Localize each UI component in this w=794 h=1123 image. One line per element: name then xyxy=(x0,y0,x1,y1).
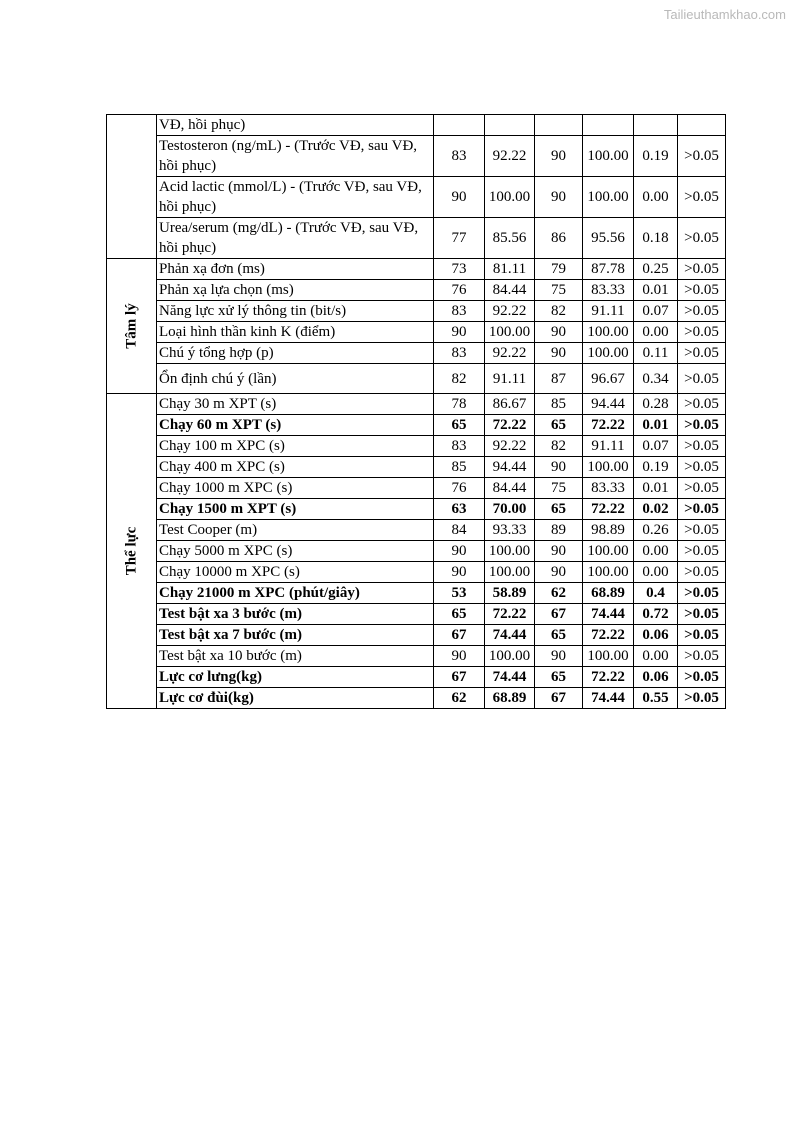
table-row xyxy=(107,478,726,499)
t-value: 0.11 xyxy=(634,343,678,364)
count-2: 79 xyxy=(535,259,583,280)
count-2: 89 xyxy=(535,520,583,541)
indicator-name: Chạy 1000 m XPC (s) xyxy=(157,478,434,499)
percent-2: 94.44 xyxy=(583,394,634,415)
indicator-name: Lực cơ lưng(kg) xyxy=(157,667,434,688)
percent-1: 84.44 xyxy=(485,478,535,499)
group-label-cell xyxy=(107,115,157,259)
percent-1: 93.33 xyxy=(485,520,535,541)
percent-2: 100.00 xyxy=(583,562,634,583)
count-1: 67 xyxy=(434,667,485,688)
percent-2: 100.00 xyxy=(583,177,634,218)
p-value: >0.05 xyxy=(678,520,726,541)
p-value: >0.05 xyxy=(678,364,726,394)
t-value: 0.01 xyxy=(634,478,678,499)
count-2: 90 xyxy=(535,646,583,667)
count-2: 85 xyxy=(535,394,583,415)
count-2: 90 xyxy=(535,541,583,562)
percent-2: 100.00 xyxy=(583,646,634,667)
count-2: 67 xyxy=(535,604,583,625)
table-row xyxy=(107,520,726,541)
percent-1: 100.00 xyxy=(485,322,535,343)
table-row xyxy=(107,343,726,364)
percent-2: 100.00 xyxy=(583,457,634,478)
percent-2 xyxy=(583,115,634,136)
results-table xyxy=(106,114,726,709)
t-value: 0.07 xyxy=(634,301,678,322)
indicator-name: Chú ý tổng hợp (p) xyxy=(157,343,434,364)
count-1: 82 xyxy=(434,364,485,394)
percent-2: 87.78 xyxy=(583,259,634,280)
indicator-name: Testosteron (ng/mL) - (Trước VĐ, sau VĐ, hồi phục) xyxy=(157,136,434,177)
percent-1: 92.22 xyxy=(485,343,535,364)
t-value: 0.01 xyxy=(634,415,678,436)
p-value: >0.05 xyxy=(678,136,726,177)
indicator-name: Chạy 60 m XPT (s) xyxy=(157,415,434,436)
p-value: >0.05 xyxy=(678,499,726,520)
count-1: 90 xyxy=(434,177,485,218)
p-value: >0.05 xyxy=(678,177,726,218)
percent-1: 100.00 xyxy=(485,541,535,562)
percent-1: 92.22 xyxy=(485,136,535,177)
indicator-name: Chạy 5000 m XPC (s) xyxy=(157,541,434,562)
percent-1: 86.67 xyxy=(485,394,535,415)
count-2: 62 xyxy=(535,583,583,604)
percent-2: 72.22 xyxy=(583,499,634,520)
indicator-name: Chạy 21000 m XPC (phút/giây) xyxy=(157,583,434,604)
table-row xyxy=(107,259,726,280)
count-1 xyxy=(434,115,485,136)
table-row xyxy=(107,136,726,177)
percent-1: 100.00 xyxy=(485,177,535,218)
count-1: 83 xyxy=(434,436,485,457)
percent-1: 72.22 xyxy=(485,415,535,436)
percent-1: 74.44 xyxy=(485,667,535,688)
count-1: 63 xyxy=(434,499,485,520)
table-row xyxy=(107,322,726,343)
indicator-name: Chạy 10000 m XPC (s) xyxy=(157,562,434,583)
p-value: >0.05 xyxy=(678,541,726,562)
watermark: Tailieuthamkhao.com xyxy=(663,7,786,22)
t-value: 0.07 xyxy=(634,436,678,457)
percent-2: 100.00 xyxy=(583,541,634,562)
p-value: >0.05 xyxy=(678,436,726,457)
indicator-name: Năng lực xử lý thông tin (bit/s) xyxy=(157,301,434,322)
table-body xyxy=(107,115,726,709)
p-value: >0.05 xyxy=(678,667,726,688)
table-row xyxy=(107,436,726,457)
table-row xyxy=(107,394,726,415)
t-value: 0.01 xyxy=(634,280,678,301)
count-1: 85 xyxy=(434,457,485,478)
p-value: >0.05 xyxy=(678,583,726,604)
percent-1 xyxy=(485,115,535,136)
group-label-cell xyxy=(107,394,157,709)
p-value xyxy=(678,115,726,136)
percent-2: 91.11 xyxy=(583,436,634,457)
count-2: 65 xyxy=(535,499,583,520)
count-1: 90 xyxy=(434,646,485,667)
table-row xyxy=(107,667,726,688)
table-row xyxy=(107,280,726,301)
percent-1: 74.44 xyxy=(485,625,535,646)
indicator-name: Urea/serum (mg/dL) - (Trước VĐ, sau VĐ, hồi phục) xyxy=(157,218,434,259)
p-value: >0.05 xyxy=(678,457,726,478)
t-value: 0.06 xyxy=(634,667,678,688)
group-label-cell xyxy=(107,259,157,394)
percent-2: 83.33 xyxy=(583,280,634,301)
t-value: 0.34 xyxy=(634,364,678,394)
t-value: 0.00 xyxy=(634,562,678,583)
p-value: >0.05 xyxy=(678,562,726,583)
indicator-name: Phản xạ đơn (ms) xyxy=(157,259,434,280)
count-2: 65 xyxy=(535,415,583,436)
t-value xyxy=(634,115,678,136)
table-row xyxy=(107,115,726,136)
indicator-name: VĐ, hồi phục) xyxy=(157,115,434,136)
t-value: 0.02 xyxy=(634,499,678,520)
percent-1: 81.11 xyxy=(485,259,535,280)
count-2: 90 xyxy=(535,322,583,343)
percent-1: 84.44 xyxy=(485,280,535,301)
table-row xyxy=(107,604,726,625)
table-row xyxy=(107,625,726,646)
t-value: 0.55 xyxy=(634,688,678,709)
percent-1: 85.56 xyxy=(485,218,535,259)
table-row xyxy=(107,457,726,478)
count-1: 78 xyxy=(434,394,485,415)
count-2: 90 xyxy=(535,177,583,218)
count-1: 84 xyxy=(434,520,485,541)
percent-1: 92.22 xyxy=(485,436,535,457)
table-row xyxy=(107,499,726,520)
t-value: 0.00 xyxy=(634,177,678,218)
count-1: 67 xyxy=(434,625,485,646)
p-value: >0.05 xyxy=(678,218,726,259)
count-1: 65 xyxy=(434,604,485,625)
count-2: 75 xyxy=(535,280,583,301)
count-2: 86 xyxy=(535,218,583,259)
percent-1: 58.89 xyxy=(485,583,535,604)
count-2: 65 xyxy=(535,625,583,646)
p-value: >0.05 xyxy=(678,604,726,625)
table-row xyxy=(107,688,726,709)
percent-1: 91.11 xyxy=(485,364,535,394)
p-value: >0.05 xyxy=(678,646,726,667)
t-value: 0.4 xyxy=(634,583,678,604)
count-1: 90 xyxy=(434,562,485,583)
group-label: Tâm lý xyxy=(123,303,140,349)
count-1: 83 xyxy=(434,343,485,364)
t-value: 0.19 xyxy=(634,457,678,478)
t-value: 0.28 xyxy=(634,394,678,415)
indicator-name: Phản xạ lựa chọn (ms) xyxy=(157,280,434,301)
indicator-name: Loại hình thần kinh K (điểm) xyxy=(157,322,434,343)
percent-2: 98.89 xyxy=(583,520,634,541)
indicator-name: Chạy 1500 m XPT (s) xyxy=(157,499,434,520)
p-value: >0.05 xyxy=(678,259,726,280)
table-row xyxy=(107,218,726,259)
count-2: 65 xyxy=(535,667,583,688)
percent-2: 72.22 xyxy=(583,625,634,646)
percent-2: 74.44 xyxy=(583,604,634,625)
count-1: 65 xyxy=(434,415,485,436)
t-value: 0.19 xyxy=(634,136,678,177)
table-row xyxy=(107,364,726,394)
count-1: 83 xyxy=(434,136,485,177)
table-row xyxy=(107,583,726,604)
count-2: 75 xyxy=(535,478,583,499)
count-1: 90 xyxy=(434,322,485,343)
percent-2: 91.11 xyxy=(583,301,634,322)
percent-2: 68.89 xyxy=(583,583,634,604)
t-value: 0.18 xyxy=(634,218,678,259)
indicator-name: Chạy 400 m XPC (s) xyxy=(157,457,434,478)
t-value: 0.25 xyxy=(634,259,678,280)
p-value: >0.05 xyxy=(678,415,726,436)
indicator-name: Test Cooper (m) xyxy=(157,520,434,541)
table-row xyxy=(107,415,726,436)
indicator-name: Test bật xa 3 bước (m) xyxy=(157,604,434,625)
indicator-name: Chạy 100 m XPC (s) xyxy=(157,436,434,457)
percent-1: 94.44 xyxy=(485,457,535,478)
percent-2: 96.67 xyxy=(583,364,634,394)
percent-1: 100.00 xyxy=(485,646,535,667)
group-label: Thể lực xyxy=(123,526,140,576)
percent-2: 95.56 xyxy=(583,218,634,259)
p-value: >0.05 xyxy=(678,478,726,499)
indicator-name: Ổn định chú ý (lần) xyxy=(157,364,434,394)
t-value: 0.06 xyxy=(634,625,678,646)
table-row xyxy=(107,646,726,667)
t-value: 0.00 xyxy=(634,646,678,667)
percent-1: 100.00 xyxy=(485,562,535,583)
count-2: 90 xyxy=(535,343,583,364)
percent-2: 83.33 xyxy=(583,478,634,499)
count-1: 76 xyxy=(434,478,485,499)
indicator-name: Acid lactic (mmol/L) - (Trước VĐ, sau VĐ, hồi phục) xyxy=(157,177,434,218)
p-value: >0.05 xyxy=(678,625,726,646)
count-2: 87 xyxy=(535,364,583,394)
p-value: >0.05 xyxy=(678,343,726,364)
table-row xyxy=(107,562,726,583)
percent-1: 70.00 xyxy=(485,499,535,520)
count-1: 62 xyxy=(434,688,485,709)
percent-1: 72.22 xyxy=(485,604,535,625)
t-value: 0.00 xyxy=(634,322,678,343)
count-1: 53 xyxy=(434,583,485,604)
p-value: >0.05 xyxy=(678,280,726,301)
table-row xyxy=(107,541,726,562)
percent-1: 68.89 xyxy=(485,688,535,709)
t-value: 0.72 xyxy=(634,604,678,625)
p-value: >0.05 xyxy=(678,322,726,343)
count-2: 90 xyxy=(535,457,583,478)
percent-2: 72.22 xyxy=(583,415,634,436)
indicator-name: Test bật xa 7 bước (m) xyxy=(157,625,434,646)
indicator-name: Chạy 30 m XPT (s) xyxy=(157,394,434,415)
table-row xyxy=(107,301,726,322)
percent-2: 74.44 xyxy=(583,688,634,709)
count-1: 73 xyxy=(434,259,485,280)
percent-2: 100.00 xyxy=(583,343,634,364)
indicator-name: Test bật xa 10 bước (m) xyxy=(157,646,434,667)
percent-2: 72.22 xyxy=(583,667,634,688)
table-row xyxy=(107,177,726,218)
t-value: 0.26 xyxy=(634,520,678,541)
count-2: 90 xyxy=(535,562,583,583)
count-1: 77 xyxy=(434,218,485,259)
count-2: 90 xyxy=(535,136,583,177)
percent-2: 100.00 xyxy=(583,322,634,343)
count-1: 90 xyxy=(434,541,485,562)
p-value: >0.05 xyxy=(678,688,726,709)
percent-2: 100.00 xyxy=(583,136,634,177)
count-2: 67 xyxy=(535,688,583,709)
p-value: >0.05 xyxy=(678,394,726,415)
indicator-name: Lực cơ đùi(kg) xyxy=(157,688,434,709)
count-2 xyxy=(535,115,583,136)
count-2: 82 xyxy=(535,301,583,322)
percent-1: 92.22 xyxy=(485,301,535,322)
p-value: >0.05 xyxy=(678,301,726,322)
count-2: 82 xyxy=(535,436,583,457)
count-1: 76 xyxy=(434,280,485,301)
t-value: 0.00 xyxy=(634,541,678,562)
count-1: 83 xyxy=(434,301,485,322)
